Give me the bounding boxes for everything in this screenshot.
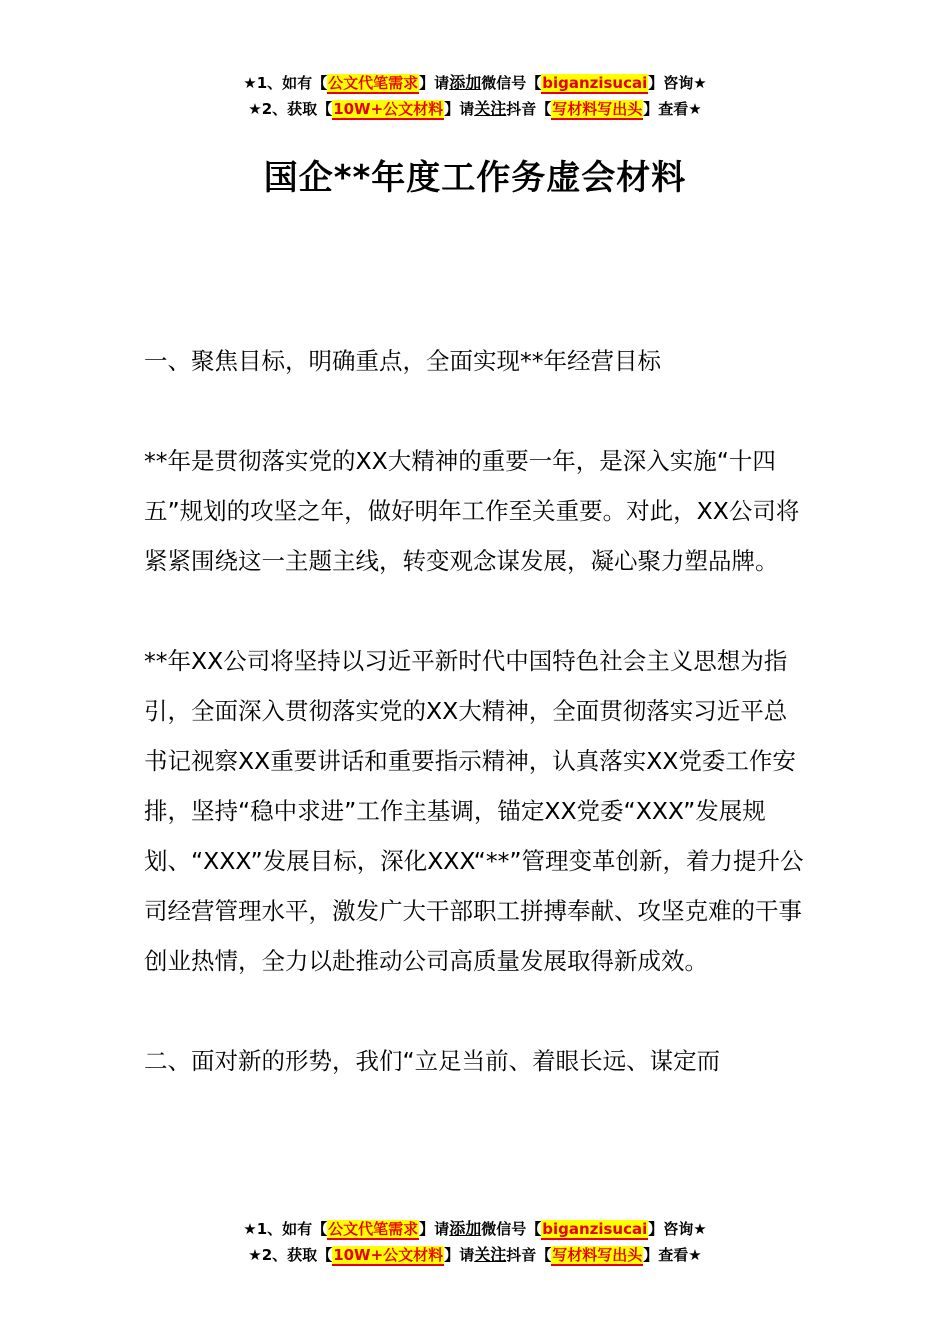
paragraph-spacer [144, 986, 808, 1036]
promo-line-1 [0, 70, 950, 96]
promo-text: ★2、获取【 [248, 100, 333, 118]
promo-highlight: 10W+公文材料 [333, 1246, 444, 1264]
paragraph-2: **年XX公司将坚持以习近平新时代中国特色社会主义思想为指引，全面深入贯彻落实党的XX大精神，全面贯彻落实习近平总书记视察XX重要讲话和重要指示精神，认真落实XX党委工作安排，坚持“稳中求进”工作主基调，锚定XX党委“XXX”发展规划、“XXX”发展目标，深化XXX“**”管理变革创新，着力提升公司经营管理水平，激发广大干部职工拼搏奉献、攻坚克难的干事创业热情，全力以赴推动公司高质量发展取得新成效。 [144, 647, 804, 975]
promo-text: 】查看★ [643, 1246, 702, 1264]
promo-banner-bottom [0, 1216, 950, 1268]
section-heading-2: 二、面对新的形势，我们“立足当前、着眼长远、谋定而 [144, 1047, 721, 1075]
promo-emphasis: 添加 [449, 1219, 482, 1238]
paragraph-spacer [144, 386, 808, 436]
promo-text: ★1、如有【 [243, 74, 328, 92]
promo-text: 微信号【 [481, 74, 542, 92]
promo-text: 】请 [419, 1220, 450, 1238]
promo-line-2 [0, 1242, 950, 1268]
document-title: 国企**年度工作务虚会材料 [263, 158, 687, 198]
promo-wechat-id: biganzisucai [542, 74, 648, 92]
promo-text: 微信号【 [481, 1220, 542, 1238]
promo-text: 抖音【 [506, 1246, 552, 1264]
promo-emphasis: 关注 [474, 99, 507, 118]
promo-text: 】咨询★ [648, 1220, 707, 1238]
promo-text: 】请 [444, 1246, 475, 1264]
paragraph-spacer [144, 586, 808, 636]
promo-text: ★2、获取【 [248, 1246, 333, 1264]
document-body [144, 336, 808, 1086]
promo-line-1 [0, 1216, 950, 1242]
paragraph-1: **年是贯彻落实党的XX大精神的重要一年，是深入实施“十四五”规划的攻坚之年，做好明年工作至关重要。对此，XX公司将紧紧围绕这一主题主线，转变观念谋发展，凝心聚力塑品牌。 [144, 447, 800, 575]
section-heading-1: 一、聚焦目标，明确重点，全面实现**年经营目标 [144, 347, 661, 375]
promo-text: 抖音【 [506, 100, 552, 118]
promo-text: 】请 [419, 74, 450, 92]
promo-highlight: 公文代笔需求 [328, 1220, 419, 1238]
promo-text: 】咨询★ [648, 74, 707, 92]
promo-text: ★1、如有【 [243, 1220, 328, 1238]
promo-douyin-id: 写材料写出头 [552, 1246, 643, 1264]
promo-wechat-id: biganzisucai [542, 1220, 648, 1238]
promo-text: 】查看★ [643, 100, 702, 118]
promo-line-2 [0, 96, 950, 122]
promo-emphasis: 添加 [449, 73, 482, 92]
promo-emphasis: 关注 [474, 1245, 507, 1264]
promo-highlight: 公文代笔需求 [328, 74, 419, 92]
promo-douyin-id: 写材料写出头 [552, 100, 643, 118]
promo-banner-top [0, 70, 950, 122]
promo-highlight: 10W+公文材料 [333, 100, 444, 118]
promo-text: 】请 [444, 100, 475, 118]
